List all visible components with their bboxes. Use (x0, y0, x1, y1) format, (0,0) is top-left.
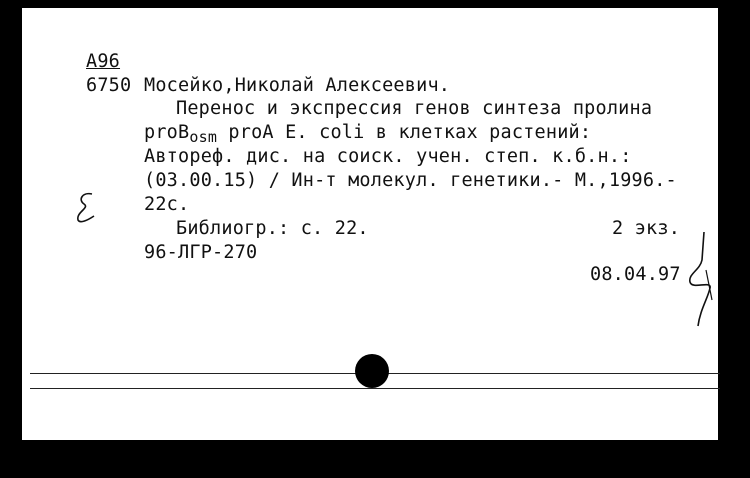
punch-hole (355, 354, 389, 388)
inventory-number: 96-ЛГР-270 (144, 242, 258, 263)
title-line-3: Автореф. дис. на соиск. учен. степ. к.б.н.: (144, 146, 632, 167)
card-rule-lower (30, 388, 720, 389)
handwritten-signature-icon (682, 230, 718, 330)
stamp-date: 08.04.97 (590, 264, 681, 285)
author-name: Мосейко,Николай Алексеевич. (144, 75, 451, 96)
title-line-2 (144, 122, 591, 144)
title-line-2-subscript: osm (189, 128, 218, 146)
call-number-top: A96 (86, 51, 121, 72)
catalog-card (22, 8, 718, 440)
scan-border (0, 440, 750, 478)
copies-count: 2 экз. (612, 218, 681, 239)
call-number-bottom: 6750 (86, 75, 132, 96)
handwritten-mark-icon (72, 190, 100, 226)
title-line-4: (03.00.15) / Ин-т молекул. генетики.- М.,1996.- (144, 170, 677, 191)
title-line-5: 22с. (144, 194, 190, 215)
title-line-2-rest: proA E. coli в клетках растений: (217, 122, 592, 143)
title-line-2-gene: proB (144, 122, 190, 143)
bibliography-note: Библиогр.: с. 22. (176, 218, 369, 239)
title-line-1: Перенос и экспрессия генов синтеза пролина (176, 98, 653, 119)
